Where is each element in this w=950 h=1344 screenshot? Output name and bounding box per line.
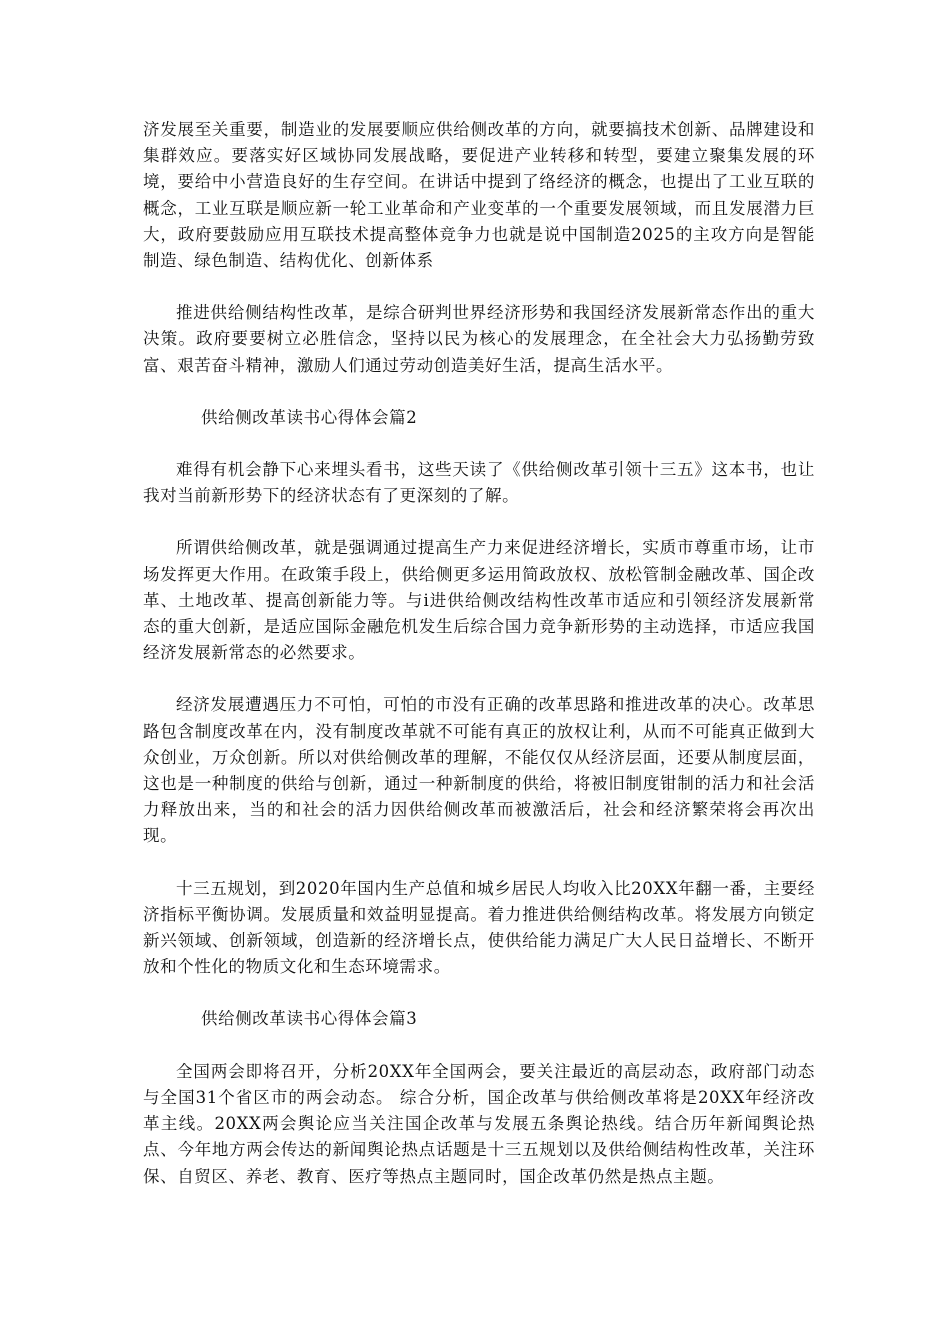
document-body <box>143 117 815 1216</box>
paragraph: 十三五规划，到2020年国内生产总值和城乡居民人均收入比20XX年翻一番，主要经济指标平衡协调。发展质量和效益明显提高。着力推进供给侧结构改革。将发展方向锁定新兴领域、创新领域，创造新的经济增长点，使供给能力满足广大人民日益增长、不断开放和个性化的物质文化和生态环境需求。 <box>143 878 815 977</box>
section-heading-3: 供给侧改革读书心得体会篇3 <box>201 1009 418 1029</box>
paragraph-continued: 济发展至关重要，制造业的发展要顺应供给侧改革的方向，就要搞技术创新、品牌建设和集群效应。要落实好区域协同发展战略，要促进产业转移和转型，要建立聚集发展的环境，要给中小营造良好的生存空间。在讲话中提到了络经济的概念，也提出了工业互联的概念，工业互联是顺应新一轮工业革命和产业变革的一个重要发展领域，而且发展潜力巨大，政府要鼓励应用互联技术提高整体竞争力也就是说中国制造2025的主攻方向是智能制造、绿色制造、结构优化、创新体系 <box>143 120 815 271</box>
paragraph: 推进供给侧结构性改革，是综合研判世界经济形势和我国经济发展新常态作出的重大决策。政府要要树立必胜信念，坚持以民为核心的发展理念，在全社会大力弘扬勤劳致富、艰苦奋斗精神，激励人们通过劳动创造美好生活，提高生活水平。 <box>143 303 815 375</box>
paragraph: 全国两会即将召开，分析20XX年全国两会，要关注最近的高层动态，政府部门动态与全国31个省区市的两会动态。 综合分析，国企改革与供给侧改革将是20XX年经济改革主线。20XX两会舆论应当关注国企改革与发展五条舆论热线。结合历年新闻舆论热点、今年地方两会传达的新闻舆论热点话题是十三五规划以及供给侧结构性改革，关注环保、自贸区、养老、教育、医疗等热点主题同时，国企改革仍然是热点主题。 <box>143 1061 815 1186</box>
paragraph: 难得有机会静下心来埋头看书，这些天读了《供给侧改革引领十三五》这本书，也让我对当前新形势下的经济状态有了更深刻的了解。 <box>143 460 815 506</box>
paragraph: 经济发展遭遇压力不可怕，可怕的市没有正确的改革思路和推进改革的决心。改革思路包含制度改革在内，没有制度改革就不可能有真正的放权让利，从而不可能真正做到大众创业，万众创新。所以对供给侧改革的理解，不能仅仅从经济层面，还要从制度层面，这也是一种制度的供给与创新，通过一种新制度的供给，将被旧制度钳制的活力和社会活力释放出来，当的和社会的活力因供给侧改革而被激活后，社会和经济繁荣将会再次出现。 <box>143 695 815 846</box>
paragraph: 所谓供给侧改革，就是强调通过提高生产力来促进经济增长，实质市尊重市场，让市场发挥更大作用。在政策手段上，供给侧更多运用简政放权、放松管制金融改革、国企改革、土地改革、提高创新能力等。与i进供给侧改结构性改革市适应和引领经济发展新常态的重大创新，是适应国际金融危机发生后综合国力竞争新形势的主动选择，市适应我国经济发展新常态的必然要求。 <box>143 538 815 663</box>
section-heading-2: 供给侧改革读书心得体会篇2 <box>201 407 418 427</box>
